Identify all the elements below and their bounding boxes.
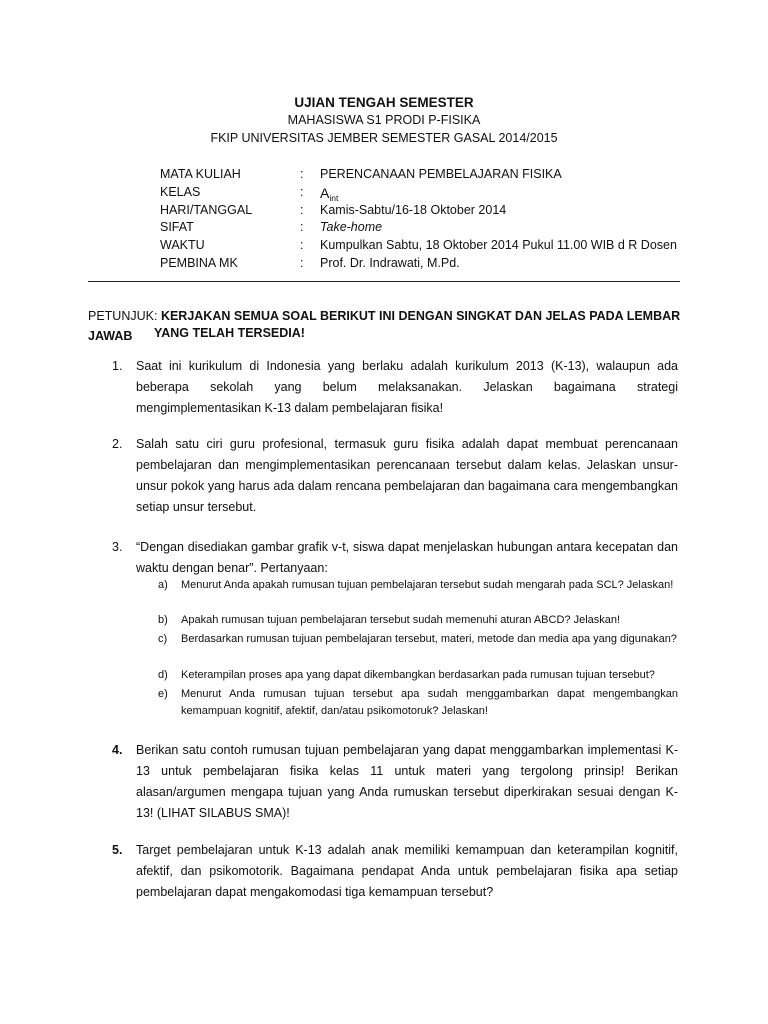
question-2 <box>112 434 678 518</box>
info-label: SIFAT <box>160 220 194 234</box>
sub-question-c <box>158 631 678 648</box>
question-text: Saat ini kurikulum di Indonesia yang berlaku adalah kurikulum 2013 (K-13), walaupun ada beberapa sekolah yang belum melaksanakan. Jelaskan bagaimana strategi mengimplementasikan K-13 dalam pembelajaran fisika! <box>136 359 678 415</box>
sub-question-text: Berdasarkan rumusan tujuan pembelajaran tersebut, materi, metode dan media apa yang digunakan? <box>181 633 677 645</box>
info-value: Prof. Dr. Indrawati, M.Pd. <box>320 256 460 270</box>
sub-question-e <box>158 686 678 720</box>
info-colon: : <box>300 256 304 270</box>
sub-question-letter: e) <box>158 688 168 700</box>
sub-question-text: Apakah rumusan tujuan pembelajaran tersebut sudah memenuhi aturan ABCD? Jelaskan! <box>181 614 621 626</box>
info-colon: : <box>300 203 304 217</box>
instructions-text-cont: YANG TELAH TERSEDIA! <box>154 326 305 340</box>
info-value: Kamis-Sabtu/16-18 Oktober 2014 <box>320 203 507 217</box>
kelas-letter: A <box>320 185 330 201</box>
question-5 <box>112 840 678 903</box>
sub-question-letter: d) <box>158 669 168 681</box>
info-label: HARI/TANGGAL <box>160 203 253 217</box>
info-colon: : <box>300 220 304 234</box>
question-number: 5. <box>112 843 123 857</box>
question-text: Salah satu ciri guru profesional, termasuk guru fisika adalah dapat membuat perencanaan pembelajaran dan mengimplementasikan perencanaan tersebut dalam kelas. Jelaskan unsur-unsur pokok yang harus ada dalam rencana pembelajaran dan bagaimana cara mengembangkan setiap unsur tersebut. <box>136 437 678 514</box>
question-3 <box>112 537 678 579</box>
question-number: 3. <box>112 540 123 554</box>
info-row-sifat <box>160 220 720 238</box>
info-value: Kumpulkan Sabtu, 18 Oktober 2014 Pukul 11.00 WIB d R Dosen <box>320 238 677 252</box>
question-text: “Dengan disediakan gambar grafik v-t, siswa dapat menjelaskan hubungan antara kecepatan dan waktu dengan benar”. Pertanyaan: <box>136 540 678 575</box>
info-value: Take-home <box>320 220 383 234</box>
kelas-subscript: int <box>329 193 339 203</box>
info-row-hari-tanggal <box>160 203 720 221</box>
info-label: WAKTU <box>160 238 205 252</box>
sub-question-b <box>158 612 678 629</box>
exam-institution: FKIP UNIVERSITAS JEMBER SEMESTER GASAL 2014/2015 <box>210 131 558 145</box>
info-colon: : <box>300 238 304 252</box>
info-value <box>320 185 338 201</box>
info-label: KELAS <box>160 185 201 199</box>
question-1 <box>112 356 678 419</box>
exam-title: UJIAN TENGAH SEMESTER <box>294 95 474 110</box>
instructions-text: KERJAKAN SEMUA SOAL BERIKUT INI DENGAN SINGKAT DAN JELAS PADA LEMBAR JAWAB <box>88 309 681 343</box>
question-text: Target pembelajaran untuk K-13 adalah anak memiliki kemampuan dan keterampilan kognitif, afektif, dan psikomotorik. Bagaimana pendapat Anda untuk pembelajaran fisika apa setiap pembelajaran dapat mengakomodasi tiga kemampuan tersebut? <box>136 843 678 899</box>
info-colon: : <box>300 185 304 199</box>
divider <box>88 281 680 282</box>
question-4 <box>112 740 678 824</box>
info-row-waktu <box>160 238 720 256</box>
info-label: PEMBINA MK <box>160 256 238 270</box>
sub-question-letter: c) <box>158 633 168 645</box>
info-row-kelas <box>160 185 720 203</box>
question-number: 4. <box>112 743 123 757</box>
sub-question-d <box>158 667 678 684</box>
sub-question-text: Menurut Anda apakah rumusan tujuan pembelajaran tersebut sudah mengarah pada SCL? Jelaskan! <box>181 579 674 591</box>
info-value: PERENCANAAN PEMBELAJARAN FISIKA <box>320 167 562 181</box>
question-text: Berikan satu contoh rumusan tujuan pembelajaran yang dapat menggambarkan implementasi K-13 untuk pembelajaran fisika kelas 11 untuk materi yang tergolong prinsip! Berikan alasan/argumen mengapa tujuan yang Anda rumuskan tersebut diperkirakan sesuai dengan K-13! (LIHAT SILABUS SMA)! <box>136 743 678 820</box>
info-colon: : <box>300 167 304 181</box>
question-number: 1. <box>112 359 123 373</box>
exam-subtitle: MAHASISWA S1 PRODI P-FISIKA <box>287 113 481 127</box>
instructions-label: PETUNJUK: <box>88 309 158 323</box>
sub-question-text: Keterampilan proses apa yang dapat dikembangkan berdasarkan pada rumusan tujuan tersebut? <box>181 669 655 681</box>
sub-question-text: Menurut Anda rumusan tujuan tersebut apa sudah menggambarkan dapat mengembangkan kemampuan kognitif, afektif, dan/atau psikomotoruk? Jelaskan! <box>181 688 678 717</box>
sub-question-a <box>158 577 678 594</box>
info-label: MATA KULIAH <box>160 167 241 181</box>
info-row-pembina <box>160 256 720 274</box>
sub-question-letter: a) <box>158 579 168 591</box>
question-number: 2. <box>112 437 123 451</box>
info-row-mata-kuliah <box>160 167 720 185</box>
sub-question-letter: b) <box>158 614 168 626</box>
